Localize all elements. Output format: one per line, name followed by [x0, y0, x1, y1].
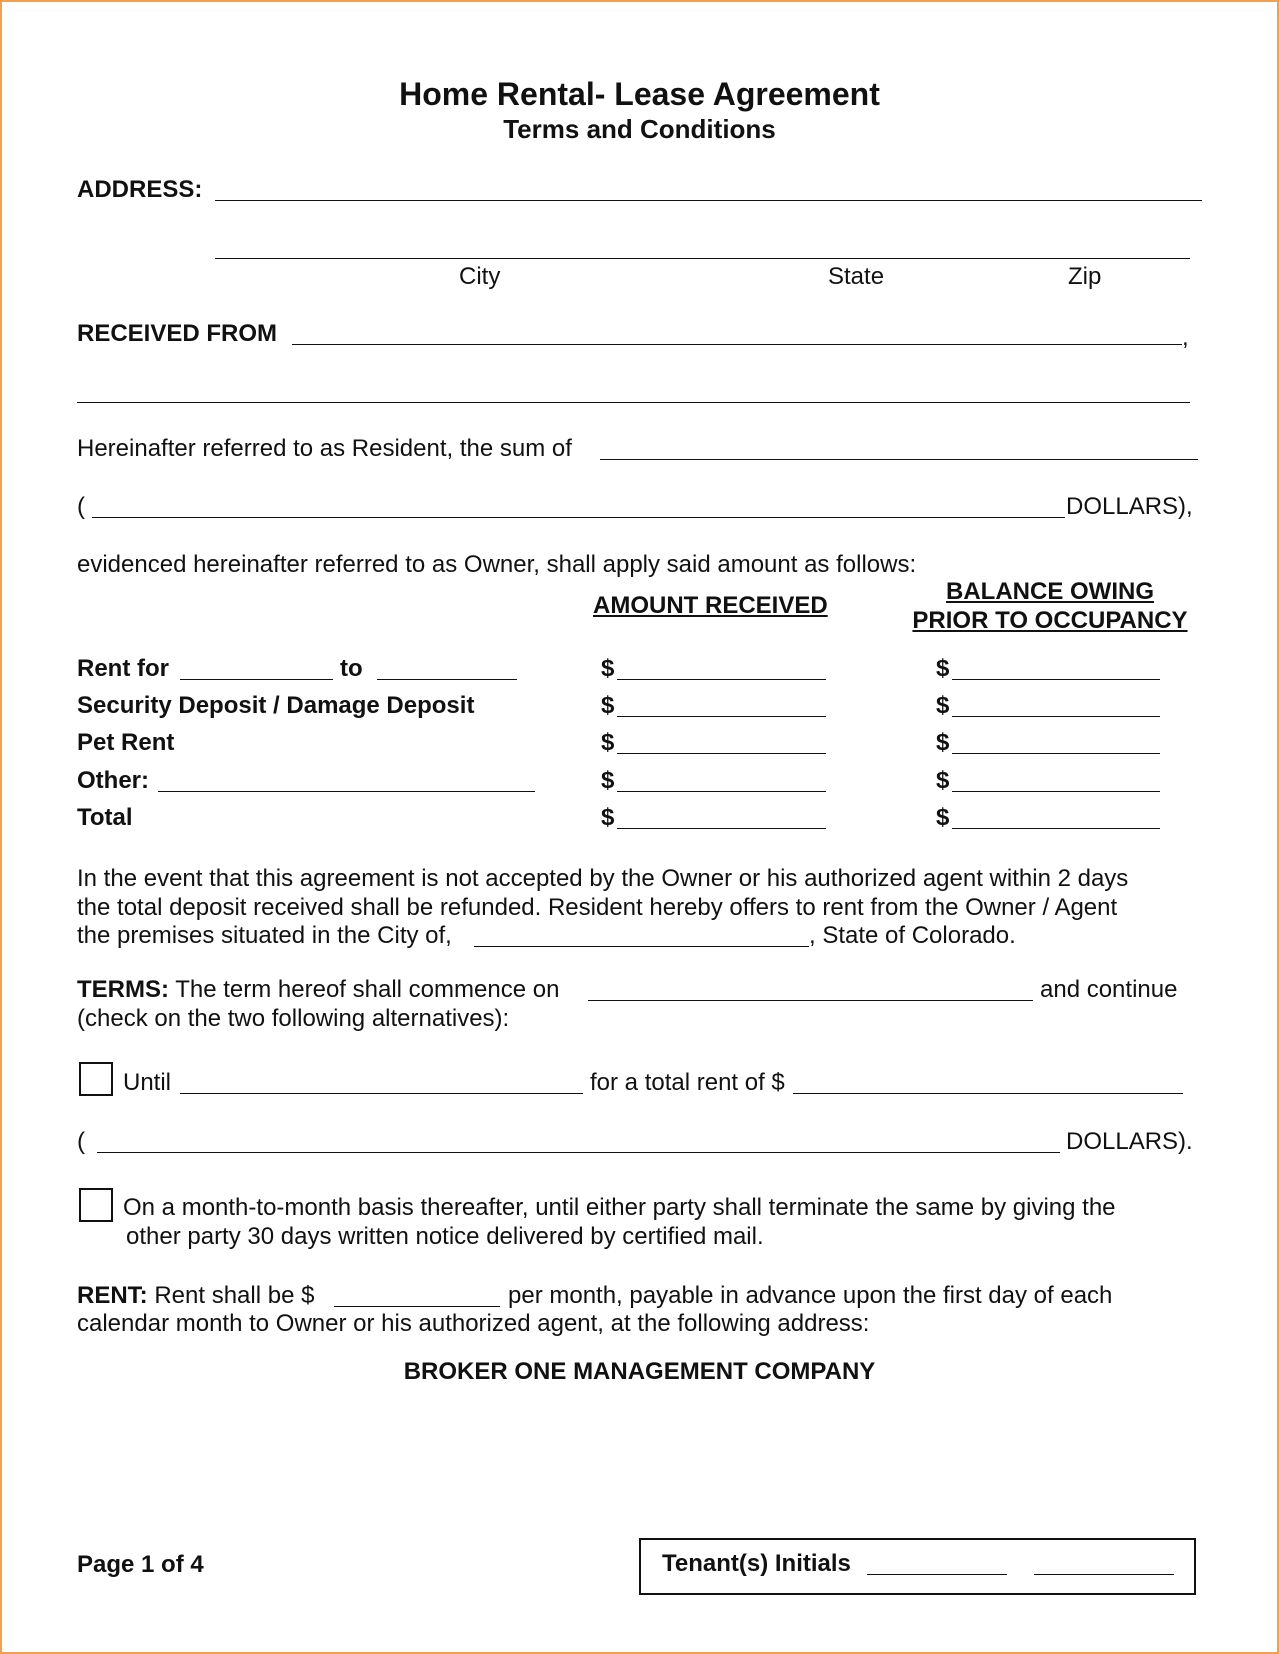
balance-dollar-5: $: [936, 804, 950, 831]
until-checkbox[interactable]: [79, 1062, 113, 1096]
row-pet-rent-label: Pet Rent: [77, 729, 175, 756]
rent-amount-line[interactable]: [334, 1306, 500, 1307]
until-dollars: DOLLARS).: [1066, 1128, 1193, 1155]
received-from-label: RECEIVED FROM: [77, 320, 278, 347]
event-line-3b: , State of Colorado.: [809, 922, 1016, 949]
row-security-deposit-label: Security Deposit / Damage Deposit: [77, 692, 475, 719]
received-dollar-2: $: [601, 692, 615, 719]
commence-date-line[interactable]: [588, 1000, 1033, 1001]
balance-amount-line-1[interactable]: [952, 679, 1160, 680]
row-rent-for-label: Rent for: [77, 655, 169, 682]
terms-paragraph: [77, 976, 559, 1004]
received-dollar-1: $: [601, 655, 615, 682]
rent-text-2: per month, payable in advance upon the first day of each: [508, 1282, 1113, 1309]
city-of-line[interactable]: [474, 946, 809, 947]
row-other-label: Other:: [77, 767, 149, 794]
total-rent-words-line[interactable]: [97, 1152, 1060, 1153]
monthly-line-1: On a month-to-month basis thereafter, until either party shall terminate the same by giving the: [123, 1194, 1116, 1221]
balance-amount-line-2[interactable]: [952, 716, 1160, 717]
city-label: City: [459, 263, 501, 290]
sum-words-line[interactable]: [92, 517, 1065, 518]
terms-label: TERMS:: [77, 976, 169, 1003]
event-line-1: In the event that this agreement is not accepted by the Owner or his authorized agent within 2 days: [77, 865, 1129, 892]
until-label: Until: [123, 1069, 172, 1096]
sum-dollars: DOLLARS),: [1066, 493, 1193, 520]
other-description-line[interactable]: [158, 791, 535, 792]
state-label: State: [828, 263, 885, 290]
zip-label: Zip: [1068, 263, 1102, 290]
address-line-1[interactable]: [215, 200, 1202, 201]
received-amount-line-3[interactable]: [617, 753, 826, 754]
balance-amount-line-4[interactable]: [952, 791, 1160, 792]
terms-line-2: (check on the two following alternatives):: [77, 1005, 510, 1032]
tenant-initials-line-1[interactable]: [867, 1574, 1007, 1575]
rent-line-2: calendar month to Owner or his authorized agent, at the following address:: [77, 1310, 870, 1337]
event-line-3a: the premises situated in the City of,: [77, 922, 452, 949]
col-balance-owing: BALANCE OWING: [946, 578, 1154, 605]
until-date-line[interactable]: [180, 1093, 583, 1094]
address-label: ADDRESS:: [77, 176, 203, 203]
received-amount-line-1[interactable]: [617, 679, 826, 680]
address-line-2[interactable]: [215, 258, 1190, 259]
received-amount-line-4[interactable]: [617, 791, 826, 792]
balance-dollar-2: $: [936, 692, 950, 719]
balance-amount-line-5[interactable]: [952, 828, 1160, 829]
monthly-line-2: other party 30 days written notice delivered by certified mail.: [126, 1223, 764, 1250]
company-name: BROKER ONE MANAGEMENT COMPANY: [403, 1358, 876, 1385]
received-amount-line-5[interactable]: [617, 828, 826, 829]
tenant-initials-line-2[interactable]: [1034, 1574, 1174, 1575]
sum-open-paren: (: [77, 493, 85, 520]
terms-continue: and continue: [1040, 976, 1178, 1003]
rent-text-1: Rent shall be $: [154, 1282, 315, 1309]
apply-text: evidenced hereinafter referred to as Owner, shall apply said amount as follows:: [77, 551, 917, 578]
document-title: Home Rental- Lease Agreement: [399, 76, 880, 112]
row-total-label: Total: [77, 804, 133, 831]
event-line-2: the total deposit received shall be refunded. Resident hereby offers to rent from the Owner / Agent: [77, 894, 1118, 921]
col-prior-to-occupancy: PRIOR TO OCCUPANCY: [912, 607, 1188, 634]
received-from-comma: ,: [1182, 324, 1189, 351]
terms-text: The term hereof shall commence on: [175, 976, 560, 1003]
received-from-line-2[interactable]: [77, 402, 1190, 403]
row-rent-to-label: to: [340, 655, 363, 682]
document-subtitle: Terms and Conditions: [503, 114, 776, 144]
balance-dollar-3: $: [936, 729, 950, 756]
rent-paragraph-1: [77, 1282, 314, 1310]
total-rent-label: for a total rent of $: [590, 1069, 785, 1096]
received-dollar-3: $: [601, 729, 615, 756]
received-dollar-5: $: [601, 804, 615, 831]
received-amount-line-2[interactable]: [617, 716, 826, 717]
rent-label: RENT:: [77, 1282, 148, 1309]
received-dollar-4: $: [601, 767, 615, 794]
balance-dollar-1: $: [936, 655, 950, 682]
balance-amount-line-3[interactable]: [952, 753, 1160, 754]
received-from-line[interactable]: [292, 344, 1182, 345]
page-number: Page 1 of 4: [77, 1551, 204, 1578]
total-rent-line[interactable]: [793, 1093, 1183, 1094]
col-amount-received: AMOUNT RECEIVED: [593, 592, 828, 619]
until-open-paren: (: [77, 1128, 85, 1155]
tenant-initials-label: Tenant(s) Initials: [662, 1550, 851, 1577]
rent-to-line[interactable]: [377, 679, 517, 680]
month-to-month-checkbox[interactable]: [79, 1188, 113, 1222]
balance-dollar-4: $: [936, 767, 950, 794]
sum-text: Hereinafter referred to as Resident, the sum of: [77, 435, 572, 462]
rent-from-line[interactable]: [180, 679, 333, 680]
sum-line[interactable]: [600, 459, 1198, 460]
